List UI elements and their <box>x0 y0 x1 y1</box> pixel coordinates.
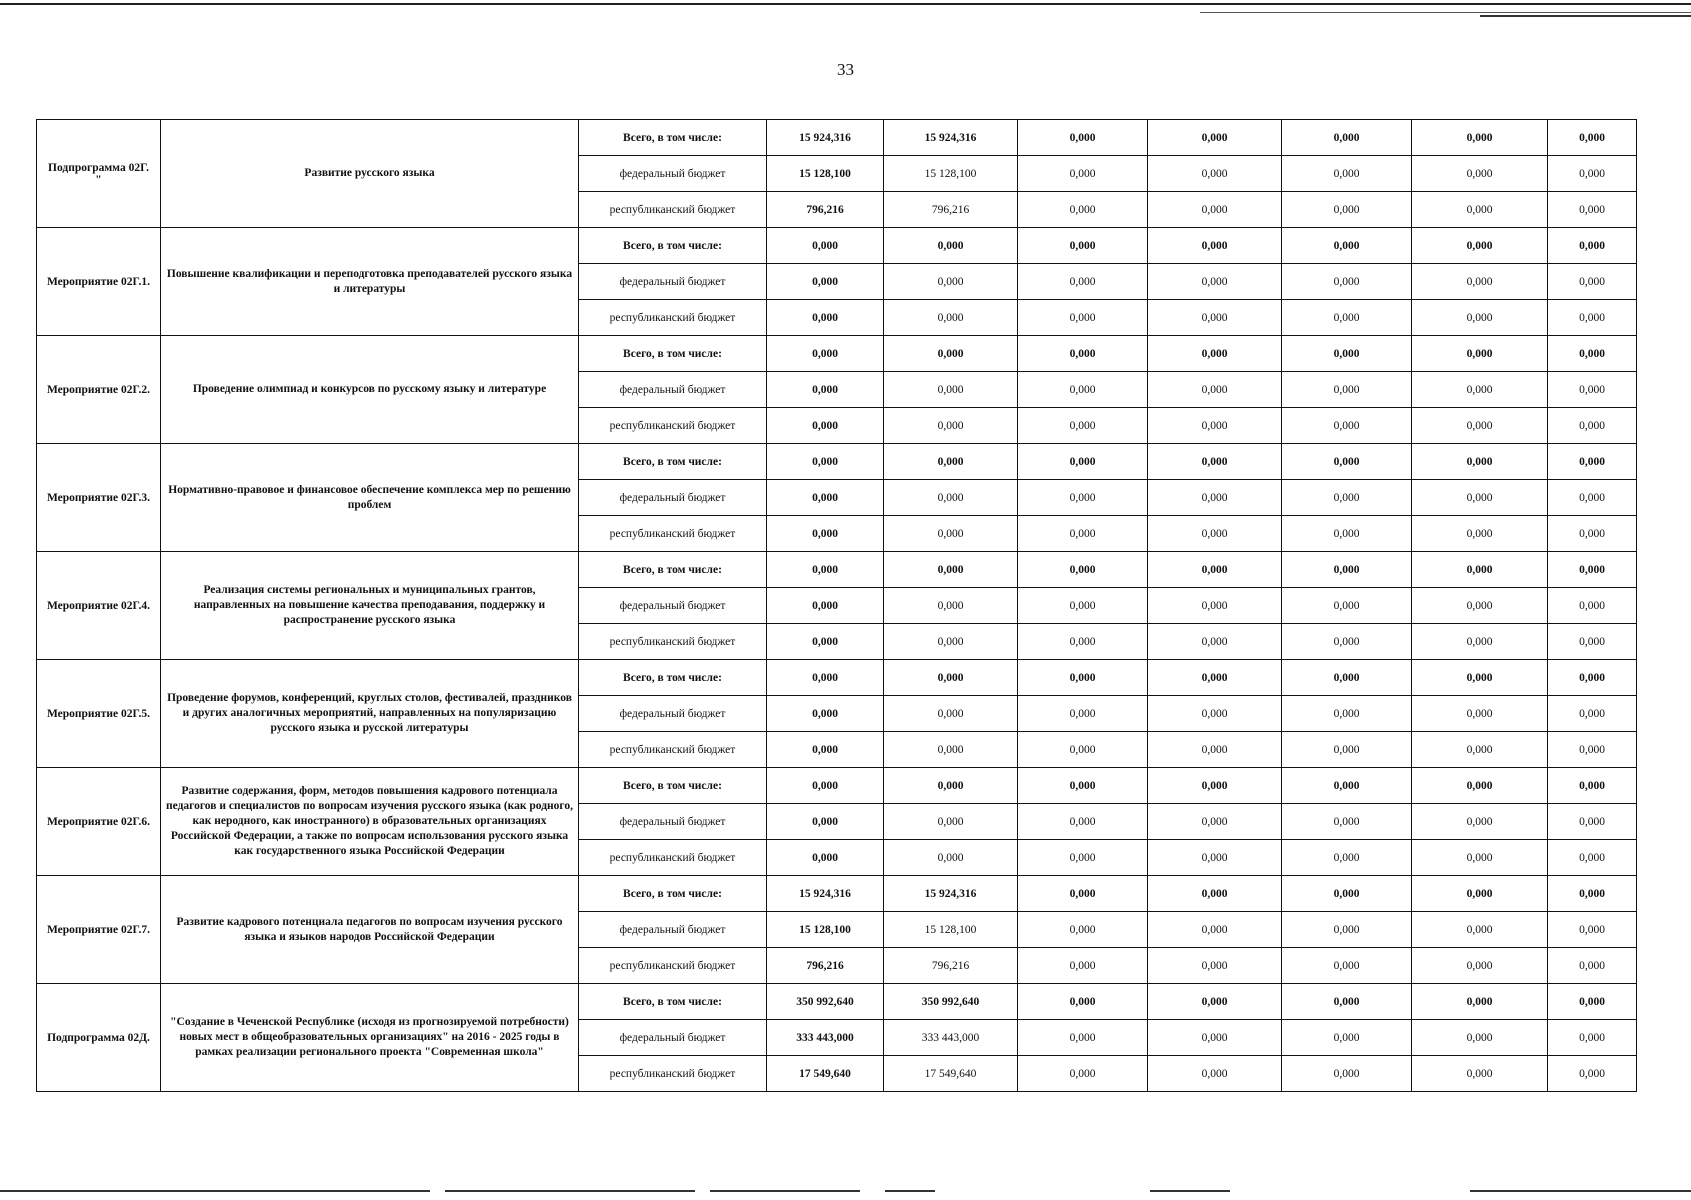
funding-source: республиканский бюджет <box>579 1056 767 1092</box>
value-cell: 796,216 <box>767 948 884 984</box>
value-cell: 0,000 <box>1548 732 1637 768</box>
value-cell: 0,000 <box>1018 948 1148 984</box>
value-cell: 0,000 <box>1148 372 1282 408</box>
value-cell: 0,000 <box>1148 480 1282 516</box>
value-cell: 0,000 <box>1018 912 1148 948</box>
funding-source: федеральный бюджет <box>579 156 767 192</box>
value-cell: 0,000 <box>1282 228 1412 264</box>
value-cell: 0,000 <box>1412 768 1548 804</box>
value-cell: 0,000 <box>1282 660 1412 696</box>
funding-source: республиканский бюджет <box>579 948 767 984</box>
value-cell: 0,000 <box>884 516 1018 552</box>
row-name: Развитие содержания, форм, методов повышения кадрового потенциала педагогов и специалистов по вопросам изучения русского языка (как родного, как неродного, как иностранного) в образовательных организациях Российской Федерации, а также по вопросам использования русского языка как государственного языка Российской Федерации <box>161 768 579 876</box>
value-cell: 0,000 <box>1148 624 1282 660</box>
value-cell: 0,000 <box>1548 624 1637 660</box>
value-cell: 0,000 <box>1548 984 1637 1020</box>
value-cell: 0,000 <box>1018 336 1148 372</box>
value-cell: 0,000 <box>1282 624 1412 660</box>
value-cell: 0,000 <box>1282 516 1412 552</box>
value-cell: 0,000 <box>1018 480 1148 516</box>
value-cell: 0,000 <box>1148 840 1282 876</box>
value-cell: 0,000 <box>1148 768 1282 804</box>
bottom-border-line <box>1470 1190 1691 1192</box>
value-cell: 0,000 <box>1412 408 1548 444</box>
value-cell: 0,000 <box>884 408 1018 444</box>
row-code: Мероприятие 02Г.3. <box>37 444 161 552</box>
value-cell: 0,000 <box>1282 372 1412 408</box>
value-cell: 0,000 <box>884 768 1018 804</box>
value-cell: 0,000 <box>1282 912 1412 948</box>
funding-source: федеральный бюджет <box>579 264 767 300</box>
value-cell: 0,000 <box>1282 192 1412 228</box>
value-cell: 0,000 <box>767 840 884 876</box>
value-cell: 0,000 <box>1148 192 1282 228</box>
value-cell: 0,000 <box>1282 120 1412 156</box>
value-cell: 0,000 <box>1548 660 1637 696</box>
row-name: "Создание в Чеченской Республике (исходя из прогнозируемой потребности) новых мест в общеобразовательных организациях" на 2016 - 2025 годы в рамках реализации регионального проекта "Современная школа" <box>161 984 579 1092</box>
value-cell: 0,000 <box>1412 516 1548 552</box>
row-name: Развитие русского языка <box>161 120 579 228</box>
value-cell: 0,000 <box>1412 264 1548 300</box>
value-cell: 0,000 <box>1412 876 1548 912</box>
value-cell: 0,000 <box>1018 876 1148 912</box>
value-cell: 0,000 <box>767 660 884 696</box>
value-cell: 0,000 <box>1148 696 1282 732</box>
row-code: Мероприятие 02Г.2. <box>37 336 161 444</box>
value-cell: 0,000 <box>1282 444 1412 480</box>
value-cell: 796,216 <box>884 948 1018 984</box>
value-cell: 0,000 <box>1018 588 1148 624</box>
value-cell: 0,000 <box>1282 588 1412 624</box>
funding-source: Всего, в том числе: <box>579 876 767 912</box>
funding-source: Всего, в том числе: <box>579 228 767 264</box>
value-cell: 0,000 <box>884 264 1018 300</box>
value-cell: 0,000 <box>1548 588 1637 624</box>
value-cell: 0,000 <box>884 804 1018 840</box>
value-cell: 0,000 <box>884 228 1018 264</box>
row-code: Мероприятие 02Г.5. <box>37 660 161 768</box>
value-cell: 0,000 <box>1282 264 1412 300</box>
value-cell: 0,000 <box>1412 552 1548 588</box>
funding-source: федеральный бюджет <box>579 588 767 624</box>
value-cell: 0,000 <box>1148 336 1282 372</box>
value-cell: 0,000 <box>1018 804 1148 840</box>
value-cell: 0,000 <box>1282 768 1412 804</box>
page-number: 33 <box>837 60 854 79</box>
value-cell: 0,000 <box>1548 840 1637 876</box>
funding-source: республиканский бюджет <box>579 408 767 444</box>
value-cell: 0,000 <box>1018 624 1148 660</box>
row-code: Подпрограмма 02Г. " <box>37 120 161 228</box>
value-cell: 15 128,100 <box>767 912 884 948</box>
value-cell: 0,000 <box>1282 1056 1412 1092</box>
table-row <box>37 660 1637 696</box>
budget-table <box>36 119 1637 1092</box>
value-cell: 0,000 <box>1018 120 1148 156</box>
value-cell: 15 128,100 <box>767 156 884 192</box>
value-cell: 0,000 <box>1548 480 1637 516</box>
value-cell: 796,216 <box>767 192 884 228</box>
funding-source: Всего, в том числе: <box>579 336 767 372</box>
value-cell: 0,000 <box>884 552 1018 588</box>
table-row <box>37 228 1637 264</box>
value-cell: 15 924,316 <box>884 120 1018 156</box>
funding-source: республиканский бюджет <box>579 300 767 336</box>
value-cell: 0,000 <box>1018 732 1148 768</box>
value-cell: 15 924,316 <box>767 120 884 156</box>
top-border-line <box>0 3 1691 5</box>
funding-source: Всего, в том числе: <box>579 444 767 480</box>
value-cell: 0,000 <box>1018 1020 1148 1056</box>
value-cell: 0,000 <box>1282 984 1412 1020</box>
value-cell: 350 992,640 <box>884 984 1018 1020</box>
value-cell: 15 924,316 <box>884 876 1018 912</box>
table-row <box>37 336 1637 372</box>
value-cell: 0,000 <box>1548 912 1637 948</box>
top-border-line <box>1200 12 1691 13</box>
row-code: Мероприятие 02Г.7. <box>37 876 161 984</box>
value-cell: 0,000 <box>1548 876 1637 912</box>
value-cell: 0,000 <box>1018 444 1148 480</box>
value-cell: 350 992,640 <box>767 984 884 1020</box>
value-cell: 0,000 <box>767 768 884 804</box>
value-cell: 0,000 <box>1548 516 1637 552</box>
value-cell: 0,000 <box>1412 120 1548 156</box>
value-cell: 0,000 <box>1018 660 1148 696</box>
funding-source: федеральный бюджет <box>579 696 767 732</box>
value-cell: 0,000 <box>1282 336 1412 372</box>
value-cell: 0,000 <box>1148 516 1282 552</box>
value-cell: 0,000 <box>1018 840 1148 876</box>
funding-source: Всего, в том числе: <box>579 552 767 588</box>
value-cell: 796,216 <box>884 192 1018 228</box>
value-cell: 17 549,640 <box>767 1056 884 1092</box>
value-cell: 0,000 <box>1548 192 1637 228</box>
top-border-line <box>1480 15 1691 17</box>
row-name: Проведение форумов, конференций, круглых столов, фестивалей, праздников и других аналогичных мероприятий, направленных на популяризацию русского языка и русской литературы <box>161 660 579 768</box>
value-cell: 0,000 <box>1412 228 1548 264</box>
value-cell: 0,000 <box>1148 300 1282 336</box>
row-name: Нормативно-правовое и финансовое обеспечение комплекса мер по решению проблем <box>161 444 579 552</box>
value-cell: 0,000 <box>1412 804 1548 840</box>
value-cell: 0,000 <box>1148 444 1282 480</box>
row-name: Развитие кадрового потенциала педагогов по вопросам изучения русского языка и языков народов Российской Федерации <box>161 876 579 984</box>
value-cell: 0,000 <box>1282 552 1412 588</box>
row-name: Повышение квалификации и переподготовка преподавателей русского языка и литературы <box>161 228 579 336</box>
value-cell: 0,000 <box>767 516 884 552</box>
value-cell: 0,000 <box>1548 372 1637 408</box>
value-cell: 0,000 <box>1018 768 1148 804</box>
value-cell: 0,000 <box>884 732 1018 768</box>
value-cell: 0,000 <box>1282 948 1412 984</box>
value-cell: 0,000 <box>767 444 884 480</box>
value-cell: 0,000 <box>884 588 1018 624</box>
value-cell: 0,000 <box>1412 1020 1548 1056</box>
table-row <box>37 444 1637 480</box>
value-cell: 0,000 <box>1282 840 1412 876</box>
value-cell: 0,000 <box>884 696 1018 732</box>
value-cell: 0,000 <box>1148 1020 1282 1056</box>
value-cell: 0,000 <box>1018 1056 1148 1092</box>
value-cell: 0,000 <box>1148 156 1282 192</box>
value-cell: 0,000 <box>1412 732 1548 768</box>
value-cell: 0,000 <box>1018 408 1148 444</box>
funding-source: федеральный бюджет <box>579 912 767 948</box>
value-cell: 0,000 <box>1548 120 1637 156</box>
value-cell: 0,000 <box>1548 1056 1637 1092</box>
table-row <box>37 552 1637 588</box>
value-cell: 0,000 <box>767 696 884 732</box>
value-cell: 0,000 <box>1412 444 1548 480</box>
value-cell: 0,000 <box>1018 228 1148 264</box>
value-cell: 0,000 <box>1412 624 1548 660</box>
value-cell: 0,000 <box>1282 1020 1412 1056</box>
value-cell: 17 549,640 <box>884 1056 1018 1092</box>
value-cell: 0,000 <box>1548 264 1637 300</box>
value-cell: 0,000 <box>1548 1020 1637 1056</box>
value-cell: 0,000 <box>1148 984 1282 1020</box>
value-cell: 0,000 <box>884 660 1018 696</box>
funding-source: республиканский бюджет <box>579 516 767 552</box>
value-cell: 0,000 <box>1018 300 1148 336</box>
row-code: Мероприятие 02Г.1. <box>37 228 161 336</box>
value-cell: 0,000 <box>1148 804 1282 840</box>
value-cell: 0,000 <box>767 552 884 588</box>
funding-source: федеральный бюджет <box>579 372 767 408</box>
value-cell: 333 443,000 <box>767 1020 884 1056</box>
value-cell: 0,000 <box>767 732 884 768</box>
value-cell: 0,000 <box>1412 372 1548 408</box>
value-cell: 0,000 <box>884 372 1018 408</box>
value-cell: 0,000 <box>1412 588 1548 624</box>
value-cell: 0,000 <box>1018 516 1148 552</box>
value-cell: 0,000 <box>1412 300 1548 336</box>
value-cell: 0,000 <box>1282 804 1412 840</box>
row-code: Подпрограмма 02Д. <box>37 984 161 1092</box>
value-cell: 0,000 <box>1148 120 1282 156</box>
value-cell: 0,000 <box>1282 156 1412 192</box>
value-cell: 15 924,316 <box>767 876 884 912</box>
value-cell: 0,000 <box>767 804 884 840</box>
value-cell: 0,000 <box>1148 228 1282 264</box>
value-cell: 0,000 <box>1018 264 1148 300</box>
value-cell: 0,000 <box>1412 984 1548 1020</box>
bottom-border-line <box>885 1190 935 1192</box>
value-cell: 0,000 <box>884 480 1018 516</box>
table-row <box>37 876 1637 912</box>
value-cell: 0,000 <box>767 336 884 372</box>
bottom-border-line <box>1150 1190 1230 1192</box>
value-cell: 333 443,000 <box>884 1020 1018 1056</box>
value-cell: 0,000 <box>1282 876 1412 912</box>
bottom-border-line <box>0 1190 430 1192</box>
value-cell: 0,000 <box>1148 408 1282 444</box>
value-cell: 0,000 <box>767 480 884 516</box>
value-cell: 0,000 <box>1548 228 1637 264</box>
value-cell: 0,000 <box>1148 876 1282 912</box>
value-cell: 0,000 <box>1548 696 1637 732</box>
value-cell: 0,000 <box>1282 480 1412 516</box>
funding-source: федеральный бюджет <box>579 1020 767 1056</box>
value-cell: 0,000 <box>1412 840 1548 876</box>
funding-source: Всего, в том числе: <box>579 984 767 1020</box>
value-cell: 0,000 <box>1148 552 1282 588</box>
value-cell: 0,000 <box>767 228 884 264</box>
value-cell: 0,000 <box>1412 948 1548 984</box>
funding-source: федеральный бюджет <box>579 804 767 840</box>
value-cell: 0,000 <box>1412 912 1548 948</box>
value-cell: 0,000 <box>767 264 884 300</box>
value-cell: 0,000 <box>767 372 884 408</box>
value-cell: 0,000 <box>1548 336 1637 372</box>
value-cell: 0,000 <box>1412 156 1548 192</box>
value-cell: 0,000 <box>1148 264 1282 300</box>
value-cell: 0,000 <box>1148 948 1282 984</box>
value-cell: 0,000 <box>1282 408 1412 444</box>
value-cell: 0,000 <box>767 300 884 336</box>
funding-source: федеральный бюджет <box>579 480 767 516</box>
value-cell: 0,000 <box>1548 804 1637 840</box>
value-cell: 0,000 <box>884 336 1018 372</box>
value-cell: 0,000 <box>884 300 1018 336</box>
value-cell: 0,000 <box>884 444 1018 480</box>
value-cell: 0,000 <box>767 624 884 660</box>
bottom-border-line <box>445 1190 695 1192</box>
value-cell: 0,000 <box>1412 696 1548 732</box>
value-cell: 0,000 <box>1018 696 1148 732</box>
row-name: Проведение олимпиад и конкурсов по русскому языку и литературе <box>161 336 579 444</box>
value-cell: 0,000 <box>1412 192 1548 228</box>
value-cell: 0,000 <box>1412 480 1548 516</box>
row-code: Мероприятие 02Г.6. <box>37 768 161 876</box>
value-cell: 0,000 <box>1548 768 1637 804</box>
value-cell: 0,000 <box>1018 984 1148 1020</box>
value-cell: 0,000 <box>1548 300 1637 336</box>
value-cell: 0,000 <box>1282 300 1412 336</box>
value-cell: 0,000 <box>1412 1056 1548 1092</box>
table-row <box>37 120 1637 156</box>
value-cell: 0,000 <box>767 408 884 444</box>
value-cell: 0,000 <box>1412 336 1548 372</box>
value-cell: 0,000 <box>1412 660 1548 696</box>
funding-source: республиканский бюджет <box>579 732 767 768</box>
value-cell: 0,000 <box>1018 192 1148 228</box>
value-cell: 0,000 <box>1548 444 1637 480</box>
value-cell: 0,000 <box>1148 912 1282 948</box>
value-cell: 0,000 <box>1148 660 1282 696</box>
value-cell: 15 128,100 <box>884 912 1018 948</box>
value-cell: 0,000 <box>1018 372 1148 408</box>
row-name: Реализация системы региональных и муниципальных грантов, направленных на повышение качества преподавания, поддержку и распространение русского языка <box>161 552 579 660</box>
table-row <box>37 768 1637 804</box>
value-cell: 0,000 <box>1148 1056 1282 1092</box>
funding-source: Всего, в том числе: <box>579 120 767 156</box>
value-cell: 0,000 <box>1548 408 1637 444</box>
table-row <box>37 984 1637 1020</box>
funding-source: республиканский бюджет <box>579 192 767 228</box>
value-cell: 0,000 <box>1148 588 1282 624</box>
value-cell: 0,000 <box>1282 696 1412 732</box>
value-cell: 0,000 <box>1018 552 1148 588</box>
funding-source: республиканский бюджет <box>579 840 767 876</box>
funding-source: республиканский бюджет <box>579 624 767 660</box>
value-cell: 0,000 <box>1018 156 1148 192</box>
value-cell: 0,000 <box>1548 948 1637 984</box>
value-cell: 0,000 <box>1282 732 1412 768</box>
value-cell: 0,000 <box>1548 156 1637 192</box>
value-cell: 15 128,100 <box>884 156 1018 192</box>
value-cell: 0,000 <box>884 840 1018 876</box>
value-cell: 0,000 <box>1148 732 1282 768</box>
value-cell: 0,000 <box>884 624 1018 660</box>
row-code: Мероприятие 02Г.4. <box>37 552 161 660</box>
funding-source: Всего, в том числе: <box>579 768 767 804</box>
funding-source: Всего, в том числе: <box>579 660 767 696</box>
value-cell: 0,000 <box>767 588 884 624</box>
bottom-border-line <box>710 1190 860 1192</box>
value-cell: 0,000 <box>1548 552 1637 588</box>
